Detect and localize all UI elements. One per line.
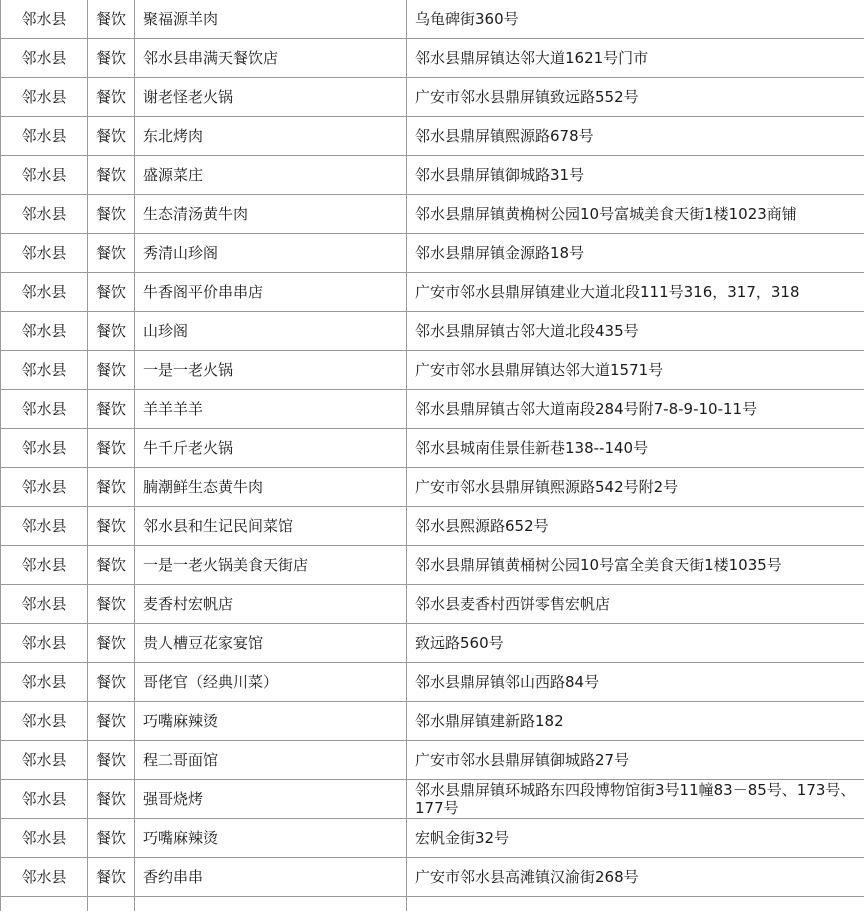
merchant-name-cell: 秀清山珍阁 xyxy=(135,234,407,273)
category-cell: 餐饮 xyxy=(88,663,135,702)
empty-cell xyxy=(1,897,88,912)
category-cell: 餐饮 xyxy=(88,780,135,819)
category-cell: 餐饮 xyxy=(88,819,135,858)
table-row xyxy=(1,312,864,351)
merchant-name-cell: 强哥烧烤 xyxy=(135,780,407,819)
category-cell: 餐饮 xyxy=(88,624,135,663)
address-cell: 广安市邻水县高滩镇汉渝街268号 xyxy=(407,858,864,897)
category-cell: 餐饮 xyxy=(88,156,135,195)
address-cell: 邻水县鼎屏镇熙源路678号 xyxy=(407,117,864,156)
merchant-name-cell: 东北烤肉 xyxy=(135,117,407,156)
address-cell: 广安市邻水县鼎屏镇熙源路542号附2号 xyxy=(407,468,864,507)
address-cell: 邻水县鼎屏镇环城路东四段博物馆街3号11幢83－85号、173号、177号 xyxy=(407,780,864,819)
merchant-name-cell: 羊羊羊羊 xyxy=(135,390,407,429)
address-cell: 邻水县鼎屏镇金源路18号 xyxy=(407,234,864,273)
county-cell: 邻水县 xyxy=(1,351,88,390)
county-cell: 邻水县 xyxy=(1,234,88,273)
merchant-name-cell: 贵人槽豆花家宴馆 xyxy=(135,624,407,663)
category-cell: 餐饮 xyxy=(88,741,135,780)
address-cell: 邻水县熙源路652号 xyxy=(407,507,864,546)
address-cell: 邻水县鼎屏镇达邻大道1621号门市 xyxy=(407,39,864,78)
table-row xyxy=(1,234,864,273)
county-cell: 邻水县 xyxy=(1,78,88,117)
merchant-name-cell: 香约串串 xyxy=(135,858,407,897)
county-cell: 邻水县 xyxy=(1,156,88,195)
category-cell: 餐饮 xyxy=(88,507,135,546)
county-cell: 邻水县 xyxy=(1,273,88,312)
table-row xyxy=(1,702,864,741)
address-cell: 邻水县鼎屏镇黄桷树公园10号富城美食天街1楼1023商铺 xyxy=(407,195,864,234)
table-row xyxy=(1,351,864,390)
county-cell: 邻水县 xyxy=(1,390,88,429)
merchant-name-cell: 山珍阁 xyxy=(135,312,407,351)
table-row xyxy=(1,507,864,546)
county-cell: 邻水县 xyxy=(1,195,88,234)
category-cell: 餐饮 xyxy=(88,585,135,624)
merchant-name-cell: 牛香阁平价串串店 xyxy=(135,273,407,312)
table-row xyxy=(1,39,864,78)
category-cell: 餐饮 xyxy=(88,312,135,351)
category-cell: 餐饮 xyxy=(88,546,135,585)
category-cell: 餐饮 xyxy=(88,429,135,468)
merchant-name-cell: 邻水县和生记民间菜馆 xyxy=(135,507,407,546)
category-cell: 餐饮 xyxy=(88,351,135,390)
empty-cell xyxy=(407,897,864,912)
merchant-name-cell: 麦香村宏帆店 xyxy=(135,585,407,624)
county-cell: 邻水县 xyxy=(1,0,88,39)
county-cell: 邻水县 xyxy=(1,819,88,858)
county-cell: 邻水县 xyxy=(1,468,88,507)
merchant-name-cell: 一是一老火锅美食天街店 xyxy=(135,546,407,585)
table-row xyxy=(1,468,864,507)
table-row xyxy=(1,390,864,429)
address-cell: 广安市邻水县鼎屏镇建业大道北段111号316，317，318 xyxy=(407,273,864,312)
category-cell: 餐饮 xyxy=(88,78,135,117)
category-cell: 餐饮 xyxy=(88,39,135,78)
county-cell: 邻水县 xyxy=(1,39,88,78)
address-cell: 广安市邻水县鼎屏镇致远路552号 xyxy=(407,78,864,117)
table-row xyxy=(1,546,864,585)
table-row xyxy=(1,624,864,663)
address-cell: 乌龟碑街360号 xyxy=(407,0,864,39)
address-cell: 广安市邻水县鼎屏镇达邻大道1571号 xyxy=(407,351,864,390)
category-cell: 餐饮 xyxy=(88,0,135,39)
address-cell: 邻水县鼎屏镇邻山西路84号 xyxy=(407,663,864,702)
address-cell: 邻水县鼎屏镇古邻大道北段435号 xyxy=(407,312,864,351)
merchant-table-body xyxy=(1,0,864,911)
merchant-name-cell: 牛千斤老火锅 xyxy=(135,429,407,468)
address-cell: 宏帆金街32号 xyxy=(407,819,864,858)
address-cell: 广安市邻水县鼎屏镇御城路27号 xyxy=(407,741,864,780)
table-row xyxy=(1,819,864,858)
county-cell: 邻水县 xyxy=(1,507,88,546)
table-row xyxy=(1,429,864,468)
county-cell: 邻水县 xyxy=(1,312,88,351)
merchant-name-cell: 谢老怪老火锅 xyxy=(135,78,407,117)
table-row xyxy=(1,117,864,156)
address-cell: 邻水县鼎屏镇黄桶树公园10号富全美食天街1楼1035号 xyxy=(407,546,864,585)
county-cell: 邻水县 xyxy=(1,624,88,663)
table-row xyxy=(1,78,864,117)
table-row xyxy=(1,156,864,195)
county-cell: 邻水县 xyxy=(1,429,88,468)
merchant-name-cell: 生态清汤黄牛肉 xyxy=(135,195,407,234)
county-cell: 邻水县 xyxy=(1,585,88,624)
county-cell: 邻水县 xyxy=(1,741,88,780)
category-cell: 餐饮 xyxy=(88,273,135,312)
table-row xyxy=(1,780,864,819)
table-row xyxy=(1,273,864,312)
empty-cell xyxy=(88,897,135,912)
category-cell: 餐饮 xyxy=(88,468,135,507)
table-row xyxy=(1,0,864,39)
address-cell: 邻水县城南佳景佳新巷138--140号 xyxy=(407,429,864,468)
county-cell: 邻水县 xyxy=(1,858,88,897)
merchant-name-cell: 一是一老火锅 xyxy=(135,351,407,390)
category-cell: 餐饮 xyxy=(88,234,135,273)
category-cell: 餐饮 xyxy=(88,702,135,741)
county-cell: 邻水县 xyxy=(1,663,88,702)
county-cell: 邻水县 xyxy=(1,780,88,819)
address-cell: 邻水县麦香村西饼零售宏帆店 xyxy=(407,585,864,624)
county-cell: 邻水县 xyxy=(1,702,88,741)
empty-cell xyxy=(135,897,407,912)
merchant-name-cell: 聚福源羊肉 xyxy=(135,0,407,39)
address-cell: 致远路560号 xyxy=(407,624,864,663)
merchant-name-cell: 哥佬官（经典川菜） xyxy=(135,663,407,702)
merchant-name-cell: 巧嘴麻辣烫 xyxy=(135,702,407,741)
category-cell: 餐饮 xyxy=(88,858,135,897)
address-cell: 邻水鼎屏镇建新路182 xyxy=(407,702,864,741)
merchant-name-cell: 巧嘴麻辣烫 xyxy=(135,819,407,858)
category-cell: 餐饮 xyxy=(88,195,135,234)
table-row xyxy=(1,195,864,234)
table-row-partial xyxy=(1,897,864,912)
table-row xyxy=(1,585,864,624)
merchant-name-cell: 邻水县串满天餐饮店 xyxy=(135,39,407,78)
merchant-name-cell: 盛源菜庄 xyxy=(135,156,407,195)
county-cell: 邻水县 xyxy=(1,546,88,585)
merchant-name-cell: 程二哥面馆 xyxy=(135,741,407,780)
merchant-name-cell: 腩潮鲜生态黄牛肉 xyxy=(135,468,407,507)
category-cell: 餐饮 xyxy=(88,117,135,156)
address-cell: 邻水县鼎屏镇御城路31号 xyxy=(407,156,864,195)
category-cell: 餐饮 xyxy=(88,390,135,429)
county-cell: 邻水县 xyxy=(1,117,88,156)
table-row xyxy=(1,858,864,897)
table-row xyxy=(1,741,864,780)
address-cell: 邻水县鼎屏镇古邻大道南段284号附7-8-9-10-11号 xyxy=(407,390,864,429)
table-row xyxy=(1,663,864,702)
